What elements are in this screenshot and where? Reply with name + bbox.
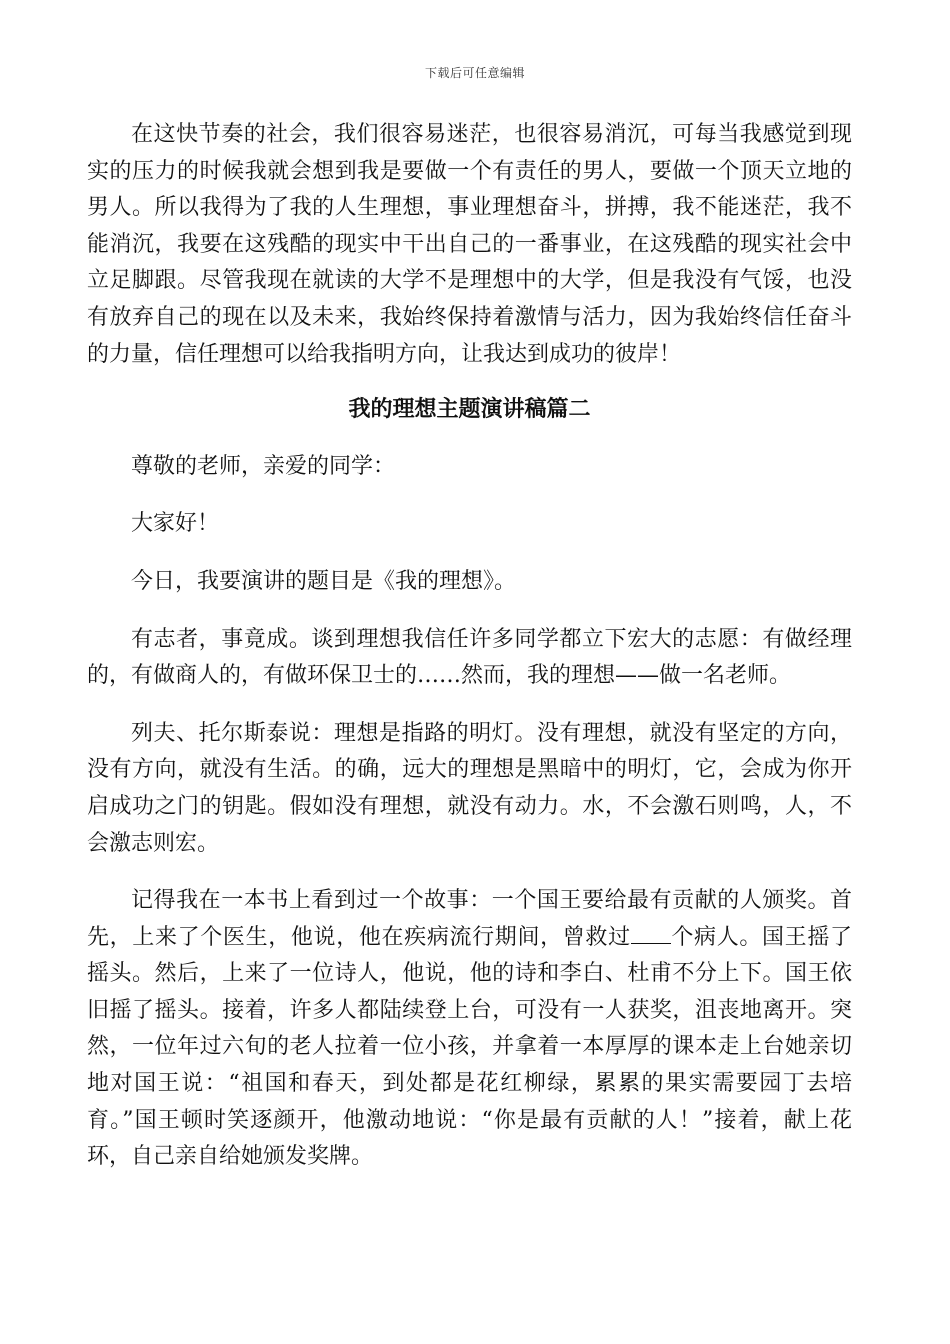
document-body (87, 117, 852, 1176)
paragraph-intro: 在这快节奏的社会，我们很容易迷茫，也很容易消沉，可每当我感觉到现实的压力的时候我就会想到我是要做一个有责任的男人，要做一个顶天立地的男人。所以我得为了我的人生理想，事业理想奋斗，拼搏，我不能迷茫，我不能消沉，我要在这残酷的现实中干出自己的一番事业，在这残酷的现实社会中立足脚跟。尽管我现在就读的大学不是理想中的大学，但是我没有气馁，也没有放弃自己的现在以及未来，我始终保持着激情与活力，因为我始终信任奋斗的力量，信任理想可以给我指明方向，让我达到成功的彼岸！ (87, 122, 852, 367)
page-header: 下载后可任意编辑 (424, 66, 525, 80)
greeting: 尊敬的老师，亲爱的同学： (131, 453, 396, 479)
paragraph-aspiration: 有志者，事竟成。谈到理想我信任许多同学都立下宏大的志愿：有做经理的，有做商人的，有做环保卫士的……然而，我的理想——做一名老师。 (87, 626, 852, 689)
story-text-part-2: 个病人。国王摇了摇头。然后，上来了一位诗人，他说，他的诗和李白、杜甫不分上下。国王依旧摇了摇头。接着，许多人都陆续登上台，可没有一人获奖，沮丧地离开。突然，一位年过六旬的老人拉着一位小孩，并拿着一本厚厚的课本走上台她亲切地对国王说：“祖国和春天，到处都是花红柳绿，累累的果实需要园丁去培育。”国王顿时笑逐颜开，他激动地说：“你是最有贡献的人！”接着，献上花环，自己亲自给她颁发奖牌。 (87, 924, 852, 1170)
fill-in-blank (631, 923, 671, 944)
paragraph-story (87, 883, 852, 1176)
paragraph-tolstoy: 列夫、托尔斯泰说：理想是指路的明灯。没有理想，就没有坚定的方向，没有方向，就没有生活。的确，远大的理想是黑暗中的明灯，它，会成为你开启成功之门的钥匙。假如没有理想，就没有动力。水，不会激石则鸣，人，不会激志则宏。 (87, 720, 852, 856)
paragraph-topic: 今日，我要演讲的题目是《我的理想》。 (131, 568, 517, 594)
salutation: 大家好！ (131, 511, 220, 537)
section-title: 我的理想主题演讲稿篇二 (348, 396, 591, 423)
story-text-part-1: 记得我在一本书上看到过一个故事：一个国王要给最有贡献的人颁奖。首先，上来了个医生，他说，他在疾病流行期间，曾救过 (87, 888, 852, 950)
